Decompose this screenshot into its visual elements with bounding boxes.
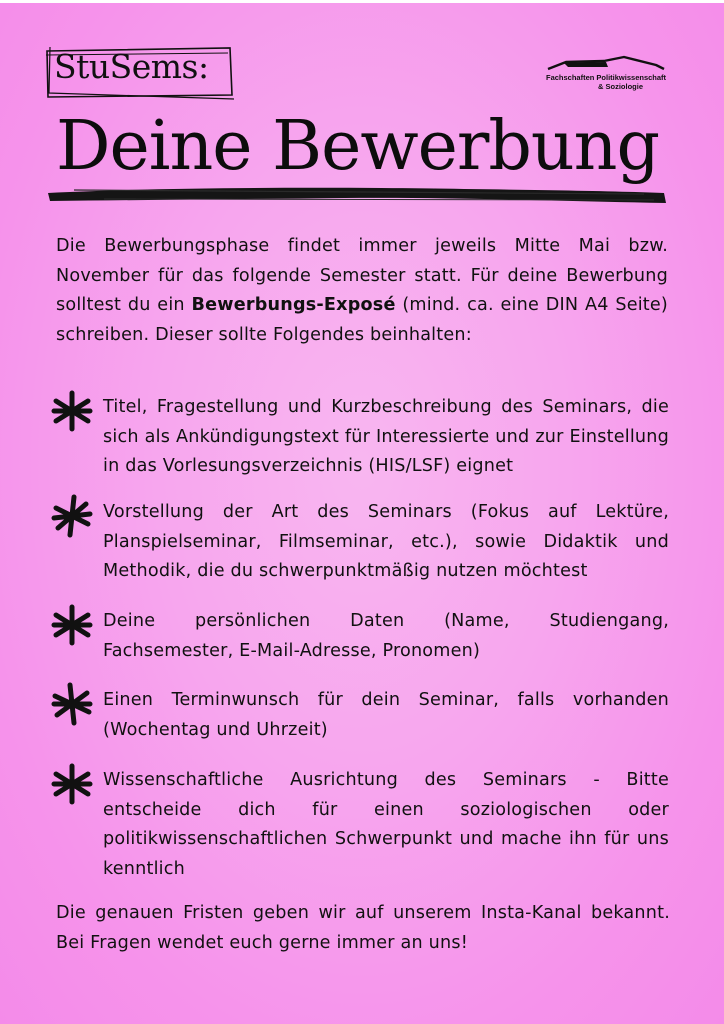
asterisk-icon xyxy=(50,762,94,806)
brush-underline xyxy=(44,181,670,211)
outro-paragraph: Die genauen Fristen geben wir auf unserem Insta-Kanal bekannt. Bei Fragen wendet euch gerne immer an uns! xyxy=(56,903,670,953)
list-item: Wissenschaftliche Ausrichtung des Seminars - Bitte entscheide dich für einen soziologischen oder politikwissenschaftlichen Schwerpunkt und mache ihn für uns kenntlich xyxy=(103,770,669,879)
list-item: Vorstellung der Art des Seminars (Fokus auf Lektüre, Planspielseminar, Filmseminar, etc.), sowie Didaktik und Methodik, die du schwerpunktmäßig nutzen möchtest xyxy=(103,502,669,581)
intro-bold-expose: Bewerbungs-Exposé xyxy=(191,295,396,315)
roof-icon xyxy=(544,55,674,75)
org-name-line2: & Soziologie xyxy=(598,82,643,91)
page-title: Deine Bewerbung xyxy=(56,107,659,186)
intro-paragraph xyxy=(56,232,668,350)
asterisk-icon xyxy=(50,389,94,433)
org-logo xyxy=(544,55,674,99)
list-item: Einen Terminwunsch für dein Seminar, falls vorhanden (Wochentag und Uhrzeit) xyxy=(103,690,669,740)
asterisk-icon xyxy=(50,603,94,647)
intro-text-1: Die Bewerbungsphase findet immer jeweils Mitte Mai bzw. November für das folgende Semester statt. Für deine Bewerbung solltest du ein xyxy=(56,236,668,315)
list-item: Deine persönlichen Daten (Name, Studiengang, Fachsemester, E-Mail-Adresse, Pronomen) xyxy=(103,611,669,661)
intro-text-2: (mind. ca. eine DIN A4 Seite) schreiben. Dieser sollte Folgendes beinhalten: xyxy=(56,295,668,345)
asterisk-icon xyxy=(50,494,94,538)
stusems-logo xyxy=(44,45,232,97)
logo-text: StuSems: xyxy=(54,47,209,86)
list-item: Titel, Fragestellung und Kurzbeschreibung des Seminars, die sich als Ankündigungstext für Interessierte und zur Einstellung in das Vorlesungsverzeichnis (HIS/LSF) eignet xyxy=(103,397,669,476)
org-name-line1: Fachschaften Politikwissenschaft xyxy=(546,73,667,82)
flyer-page xyxy=(0,3,724,1024)
asterisk-icon xyxy=(50,682,94,726)
